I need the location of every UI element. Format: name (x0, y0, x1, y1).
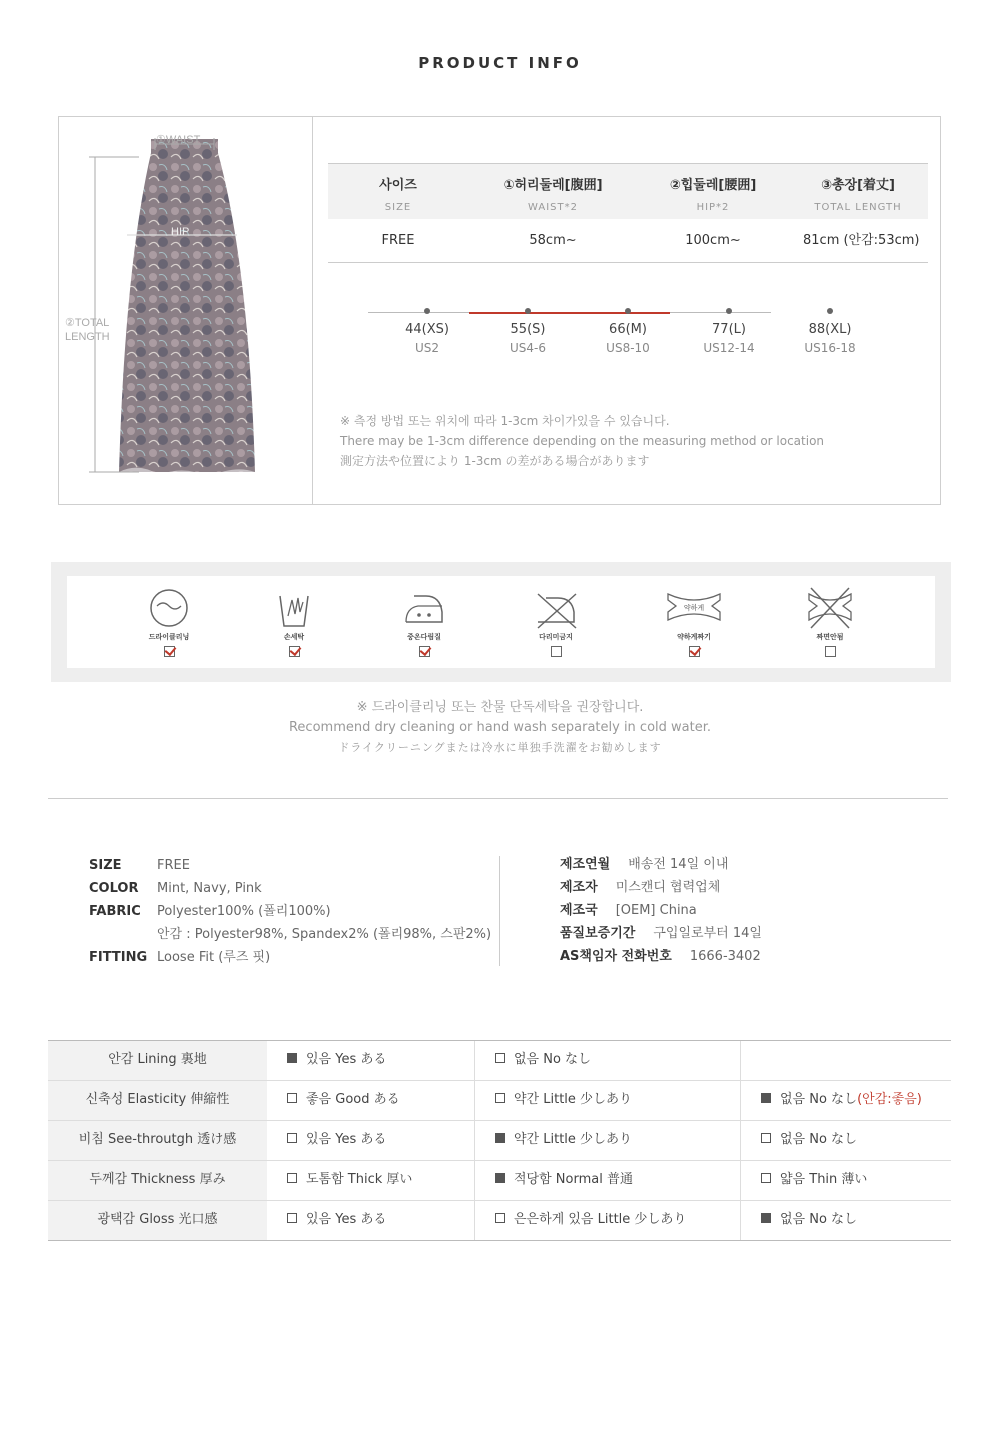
skirt-illustration (59, 117, 313, 504)
spec-row: 제조연월 배송전 14일 이내 (560, 857, 729, 872)
size-table (328, 163, 928, 263)
feel-row-see-through: 비침 See-throutgh 透け感 있음 Yes ある 약간 Little 少しあり 없음 No なし (48, 1121, 951, 1161)
spec-list-left (89, 854, 491, 969)
section-divider (48, 798, 948, 799)
wash-checkbox (825, 646, 836, 657)
feel-checkbox (287, 1053, 297, 1063)
spec-row: FITTING Loose Fit (루즈 핏) (89, 950, 271, 965)
no-iron-icon (534, 586, 578, 630)
scale-point: 77(L) US12-14 (689, 308, 769, 355)
feel-row-gloss: 광택감 Gloss 光口感 있음 Yes ある 은은하게 있음 Little 少しあり 없음 No なし (48, 1201, 951, 1241)
feel-checkbox (761, 1173, 771, 1183)
scale-point: 66(M) US8-10 (588, 308, 668, 355)
spec-divider (499, 856, 500, 966)
wash-item-no-wring: 짜면안됨 (790, 586, 870, 661)
feel-checkbox (287, 1173, 297, 1183)
feel-checkbox (761, 1213, 771, 1223)
spec-row: 제조자 미스캔디 협력업체 (560, 880, 721, 895)
feel-checkbox (761, 1133, 771, 1143)
spec-row: SIZE FREE (89, 858, 190, 873)
header-hip: ②힙둘레[腰囲] HIP*2 (669, 178, 757, 213)
spec-list-right (560, 853, 762, 968)
feel-checkbox (495, 1093, 505, 1103)
feel-checkbox (287, 1213, 297, 1223)
wash-checkbox (419, 646, 430, 657)
hand-wash-icon (272, 586, 316, 630)
cell-waist: 58cm~ (529, 233, 577, 248)
cell-length: 81cm (안감:53cm) (803, 233, 920, 248)
wash-item-no-iron: 다리미금지 (516, 586, 596, 661)
size-note: ※ 측정 방법 또는 위치에 따라 1-3cm 차이가있을 수 있습니다. There may be 1-3cm difference depending on the measuring method or location 測定方法や位置により 1-3cm の差がある場合があります (340, 414, 825, 468)
header-length: ③총장[着丈] TOTAL LENGTH (814, 178, 902, 213)
size-table-header (328, 163, 928, 219)
wash-item-iron: 중온다림질 (384, 586, 464, 661)
feel-row-lining: 안감 Lining 裏地 있음 Yes ある 없음 No なし (48, 1041, 951, 1081)
spec-row: FABRIC Polyester100% (폴리100%) (89, 904, 331, 919)
wash-item-hand-wash: 손세탁 (254, 586, 334, 661)
spec-row: AS책임자 전화번호 1666-3402 (560, 949, 761, 964)
cell-size: FREE (381, 233, 415, 248)
spec-row: 제조국 [OEM] China (560, 903, 697, 918)
feel-checkbox (495, 1213, 505, 1223)
wash-checkbox (689, 646, 700, 657)
no-wring-icon (805, 586, 855, 630)
iron-icon (402, 586, 446, 630)
header-waist: ①허리둘레[腹囲] WAIST*2 (503, 178, 603, 213)
feel-checkbox (495, 1053, 505, 1063)
scale-point: 55(S) US4-6 (488, 308, 568, 355)
feel-checkbox (761, 1093, 771, 1103)
feel-row-elasticity: 신축성 Elasticity 伸縮性 좋음 Good ある 약간 Little 少しあり 없음 No なし(안감:좋음) (48, 1081, 951, 1121)
feel-checkbox (287, 1133, 297, 1143)
spec-row: COLOR Mint, Navy, Pink (89, 881, 262, 896)
wash-note: ※ 드라이클리닝 또는 찬물 단독세탁을 권장합니다. Recommend dry cleaning or hand wash separately in cold water. ドライクリーニングまたは冷水に単独手洗濯をお勧めします (288, 700, 711, 754)
fabric-feel-table (48, 1040, 951, 1241)
length-label-1: ②TOTAL (65, 317, 110, 329)
length-label-2: LENGTH (65, 331, 110, 343)
wash-item-gentle-wring: 약하게 약하게짜기 (654, 586, 734, 661)
feel-checkbox (495, 1173, 505, 1183)
hip-label: HIP (171, 226, 190, 238)
gentle-wring-icon (664, 586, 724, 630)
svg-text:약하게: 약하게 (683, 604, 705, 612)
wash-care-panel (51, 562, 951, 682)
wash-checkbox (289, 646, 300, 657)
wash-checkbox (551, 646, 562, 657)
header-size: 사이즈 SIZE (379, 178, 417, 213)
size-table-row (328, 219, 928, 263)
wash-item-dry-clean: 드라이클리닝 (129, 586, 209, 661)
dry-clean-icon (147, 586, 191, 630)
scale-point: 44(XS) US2 (387, 308, 467, 355)
feel-checkbox (495, 1133, 505, 1143)
spec-row: 안감 : Polyester98%, Spandex2% (폴리98%, 스판2%) (157, 927, 492, 942)
lining-note: (안감:좋음) (857, 1092, 922, 1107)
feel-row-thickness: 두께감 Thickness 厚み 도톰함 Thick 厚い 적당함 Normal 普通 얇음 Thin 薄い (48, 1161, 951, 1201)
page-title: PRODUCT INFO (418, 54, 582, 72)
size-scale (330, 302, 870, 382)
scale-point: 88(XL) US16-18 (790, 308, 870, 355)
skirt-diagram (59, 117, 313, 504)
waist-label: ①WAIST (156, 134, 201, 146)
spec-row: 품질보증기간 구입일로부터 14일 (560, 926, 762, 941)
cell-hip: 100cm~ (685, 233, 741, 248)
wash-checkbox (164, 646, 175, 657)
feel-checkbox (287, 1093, 297, 1103)
